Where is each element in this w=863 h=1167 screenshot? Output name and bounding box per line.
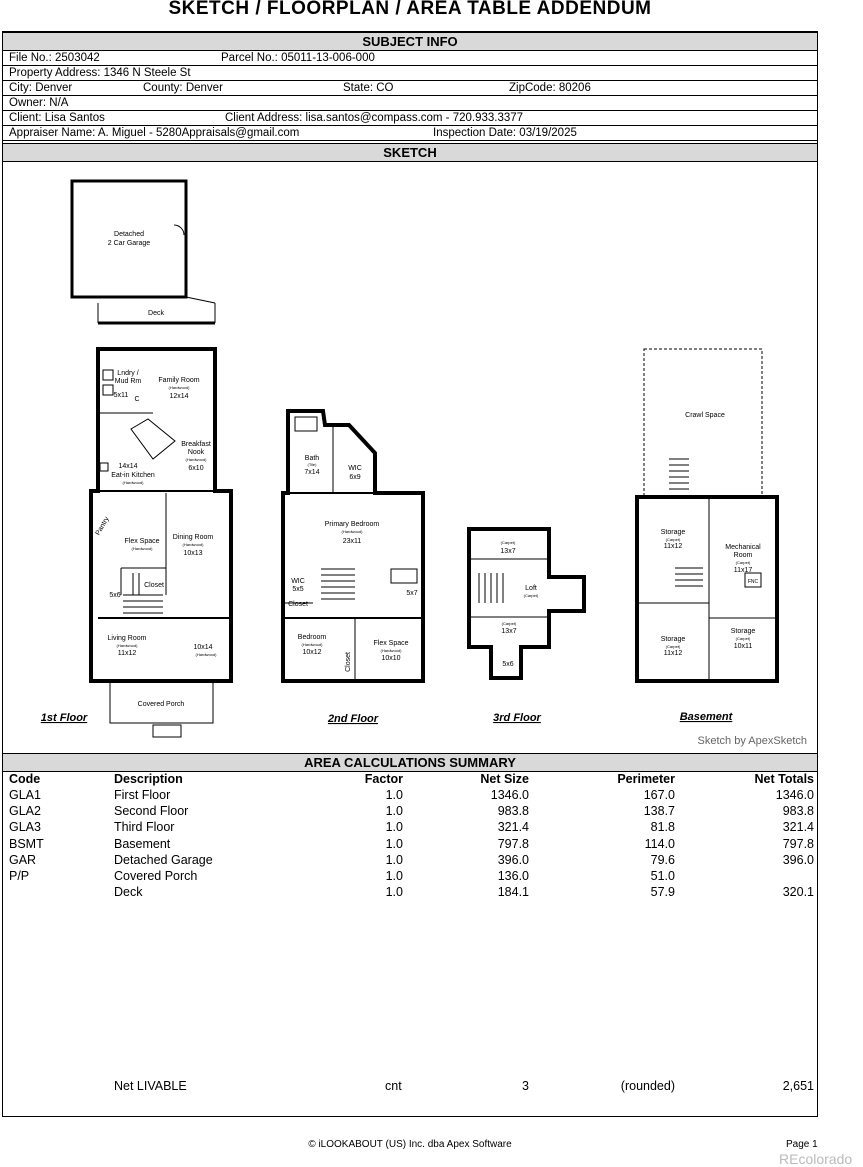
info-row-address	[3, 66, 817, 81]
addendum-frame	[2, 31, 818, 1117]
kitchen-size: 14x14	[118, 463, 138, 470]
cell-perimeter: 81.8	[650, 820, 675, 835]
wic-label: WIC	[348, 465, 362, 472]
living-room-size: 11x12	[117, 650, 137, 657]
storage1-size: 11x12	[663, 543, 683, 550]
third-mid-size: 13x7	[501, 628, 517, 635]
cell-net-size: 396.0	[497, 852, 529, 867]
second-closet-label: Closet	[288, 601, 308, 608]
cell-perimeter: 114.0	[644, 836, 675, 851]
cell-factor: 1.0	[385, 836, 403, 851]
client-name: Client: Lisa Santos	[9, 112, 105, 124]
cell-net-size: 184.1	[497, 885, 529, 900]
mechanical-label-1: Mechanical	[725, 544, 761, 551]
area-table-heading: AREA CALCULATIONS SUMMARY	[3, 753, 817, 772]
third-top-size: 13x7	[500, 548, 516, 555]
table-row	[3, 868, 817, 884]
cell-code: GLA3	[9, 820, 41, 835]
storage1-label: Storage	[660, 529, 686, 536]
third-mid-floor: (Carpet)	[501, 621, 517, 626]
table-row	[3, 819, 817, 835]
garage-label-1: Detached	[114, 231, 144, 238]
info-row-owner	[3, 96, 817, 111]
cell-net-size: 321.4	[497, 820, 529, 835]
summary-count: 3	[522, 1079, 529, 1093]
sketch-heading: SKETCH	[3, 143, 817, 162]
crawl-space-label: Crawl Space	[685, 412, 725, 419]
loft-floor: (Carpet)	[523, 593, 539, 598]
cell-code: P/P	[9, 869, 30, 883]
col-description: Description	[114, 772, 183, 786]
covered-porch-label: Covered Porch	[137, 701, 185, 708]
col-perimeter: Perimeter	[617, 772, 675, 786]
table-header-row	[3, 771, 817, 787]
breakfast-floor: (Hardwood)	[185, 457, 207, 462]
cell-code: BSMT	[9, 836, 44, 851]
cell-perimeter: 51.0	[650, 869, 675, 883]
summary-net-total: 2,651	[782, 1079, 814, 1093]
floorplan-sketch	[3, 163, 817, 755]
watermark: REcolorado	[779, 1151, 853, 1167]
info-row-appraiser	[3, 126, 817, 141]
cell-description: Detached Garage	[114, 852, 213, 867]
first-floor-outline	[91, 349, 231, 681]
flex-space-floor: (Hardwood)	[131, 546, 153, 551]
kitchen-floor: (Hardwood)	[122, 480, 144, 485]
cell-perimeter: 167.0	[643, 788, 675, 802]
second-flex-label: Flex Space	[373, 640, 409, 647]
cell-net-size: 983.8	[497, 804, 529, 819]
owner: Owner: N/A	[9, 97, 69, 109]
summary-rounded: (rounded)	[620, 1079, 675, 1093]
summary-description: Net LIVABLE	[114, 1079, 187, 1093]
cell-code: GLA2	[9, 804, 41, 819]
file-number: File No.: 2503042	[9, 52, 100, 64]
living-room-floor: (Hardwood)	[116, 643, 138, 648]
wic-size: 6x9	[349, 474, 361, 481]
col-net-size: Net Size	[480, 772, 529, 786]
dining-room-label: Dining Room	[172, 534, 214, 541]
storage2-label: Storage	[660, 636, 686, 643]
table-row	[3, 787, 817, 803]
cell-perimeter: 57.9	[650, 885, 675, 900]
storage3-floor: (Carpet)	[735, 636, 751, 641]
primary-bedroom-size: 23x11	[342, 538, 362, 545]
storage2-floor: (Carpet)	[665, 644, 681, 649]
cell-code: GAR	[9, 852, 37, 867]
second-flex-floor: (Hardwood)	[380, 648, 402, 653]
family-room-floor: (Hardwood)	[168, 385, 190, 390]
living-room-size-2: 10x14	[193, 644, 213, 651]
inspection-date: Inspection Date: 03/19/2025	[433, 127, 577, 139]
breakfast-size: 6x10	[188, 465, 204, 472]
floor-label-3rd: 3rd Floor	[493, 712, 541, 724]
closet-c-label: C	[134, 396, 140, 403]
storage3-label: Storage	[730, 628, 756, 635]
bedroom-floor: (Hardwood)	[301, 642, 323, 647]
col-factor: Factor	[364, 772, 403, 786]
closet-label: Closet	[144, 582, 164, 589]
cell-net-size: 797.8	[497, 836, 529, 851]
laundry-label-2: Mud Rm	[114, 378, 142, 385]
table-row	[3, 852, 817, 868]
dining-room-size: 10x13	[183, 550, 203, 557]
net-livable-row	[3, 1078, 817, 1094]
state: State: CO	[343, 82, 394, 94]
cell-net-totals: 321.4	[782, 820, 814, 835]
cell-perimeter: 138.7	[643, 804, 675, 819]
city: City: Denver	[9, 82, 73, 94]
info-row-file	[3, 51, 817, 66]
furnace-label: FNC	[747, 579, 759, 585]
cell-description: Covered Porch	[114, 869, 198, 883]
cell-factor: 1.0	[385, 885, 403, 900]
third-floor-outline	[469, 529, 584, 678]
table-row	[3, 803, 817, 819]
cell-description: First Floor	[114, 788, 171, 802]
storage2-size: 11x12	[663, 650, 683, 657]
cell-description: Second Floor	[114, 804, 189, 819]
cell-perimeter: 79.6	[650, 852, 675, 867]
third-top-floor: (Carpet)	[500, 540, 516, 545]
mechanical-size: 11x17	[733, 567, 753, 574]
county: County: Denver	[143, 82, 223, 94]
deck-label: Deck	[148, 310, 164, 317]
wic2-size: 5x5	[292, 586, 304, 593]
sketch-credit: Sketch by ApexSketch	[697, 735, 807, 747]
cell-factor: 1.0	[385, 788, 403, 802]
primary-bedroom-label: Primary Bedroom	[324, 521, 380, 528]
cell-factor: 1.0	[385, 804, 403, 819]
cell-factor: 1.0	[385, 820, 403, 835]
storage3-size: 10x11	[733, 643, 753, 650]
info-row-client	[3, 111, 817, 126]
bath-label: Bath	[304, 455, 320, 462]
laundry-label-1: Lndry /	[117, 370, 139, 377]
bedroom-size: 10x12	[302, 649, 322, 656]
col-code: Code	[9, 772, 41, 786]
floor-label-1st: 1st Floor	[40, 712, 88, 724]
footer-page-number: Page 1	[786, 1139, 818, 1150]
garage-label-2: 2 Car Garage	[107, 240, 151, 247]
col-net-totals: Net Totals	[754, 772, 814, 786]
half-bath-size: 5x6	[109, 592, 121, 599]
living-room-floor-2: (Hardwood)	[195, 652, 217, 657]
cell-net-totals: 1346.0	[775, 788, 814, 802]
bath-floor: (Tile)	[307, 462, 317, 467]
laundry-size: 5x11	[113, 392, 129, 399]
subject-info-heading: SUBJECT INFO	[3, 32, 817, 51]
cell-description: Deck	[114, 885, 143, 900]
primary-bedroom-floor: (Hardwood)	[341, 529, 363, 534]
pantry-label: Pantry	[94, 515, 111, 537]
basement-outline	[637, 497, 777, 681]
cell-description: Third Floor	[114, 820, 175, 835]
crawl-space-outline	[644, 349, 762, 497]
footer-copyright: © iLOOKABOUT (US) Inc. dba Apex Software	[308, 1139, 512, 1150]
zip-code: ZipCode: 80206	[509, 82, 591, 94]
sketch-area	[3, 163, 817, 755]
cell-net-totals: 983.8	[782, 804, 814, 819]
cell-net-totals: 797.8	[782, 836, 814, 851]
living-room-label: Living Room	[107, 635, 147, 642]
breakfast-label-2: Nook	[187, 449, 205, 456]
appraiser-name: Appraiser Name: A. Miguel - 5280Appraisals@gmail.com	[9, 127, 300, 139]
property-address: Property Address: 1346 N Steele St	[9, 67, 191, 79]
kitchen-label: Eat-in Kitchen	[111, 472, 155, 479]
bedroom-label: Bedroom	[297, 634, 327, 641]
breakfast-label-1: Breakfast	[181, 441, 211, 448]
cell-description: Basement	[114, 836, 171, 851]
floor-label-2nd: 2nd Floor	[327, 713, 379, 725]
bath-size: 7x14	[304, 469, 320, 476]
family-room-label: Family Room	[158, 377, 200, 384]
storage1-floor: (Carpet)	[665, 537, 681, 542]
third-small-size: 5x6	[502, 661, 514, 668]
flex-space-label: Flex Space	[124, 538, 160, 545]
mechanical-floor: (Carpet)	[735, 560, 751, 565]
dining-room-floor: (Hardwood)	[182, 542, 204, 547]
wic2-label: WIC	[291, 578, 305, 585]
summary-factor: cnt	[385, 1079, 402, 1093]
cell-net-size: 136.0	[497, 869, 529, 883]
cell-code: GLA1	[9, 788, 41, 802]
loft-label: Loft	[525, 585, 537, 592]
client-address: Client Address: lisa.santos@compass.com - 720.933.3377	[225, 112, 524, 124]
garage-outline	[72, 181, 186, 297]
cell-factor: 1.0	[385, 852, 403, 867]
document-title: SKETCH / FLOORPLAN / AREA TABLE ADDENDUM	[168, 0, 652, 19]
cell-net-size: 1346.0	[490, 788, 529, 802]
family-room-size: 12x14	[169, 393, 189, 400]
table-row	[3, 836, 817, 852]
table-row	[3, 884, 817, 900]
floor-label-basement: Basement	[679, 711, 733, 723]
size-5x7: 5x7	[406, 590, 418, 597]
cell-net-totals: 396.0	[782, 852, 814, 867]
cell-factor: 1.0	[385, 869, 403, 883]
second-flex-size: 10x10	[381, 655, 401, 662]
second-closet2-label: Closet	[345, 652, 352, 672]
cell-net-totals: 320.1	[782, 885, 814, 900]
parcel-number: Parcel No.: 05011-13-006-000	[221, 52, 375, 64]
info-row-city	[3, 81, 817, 96]
mechanical-label-2: Room	[733, 552, 753, 559]
